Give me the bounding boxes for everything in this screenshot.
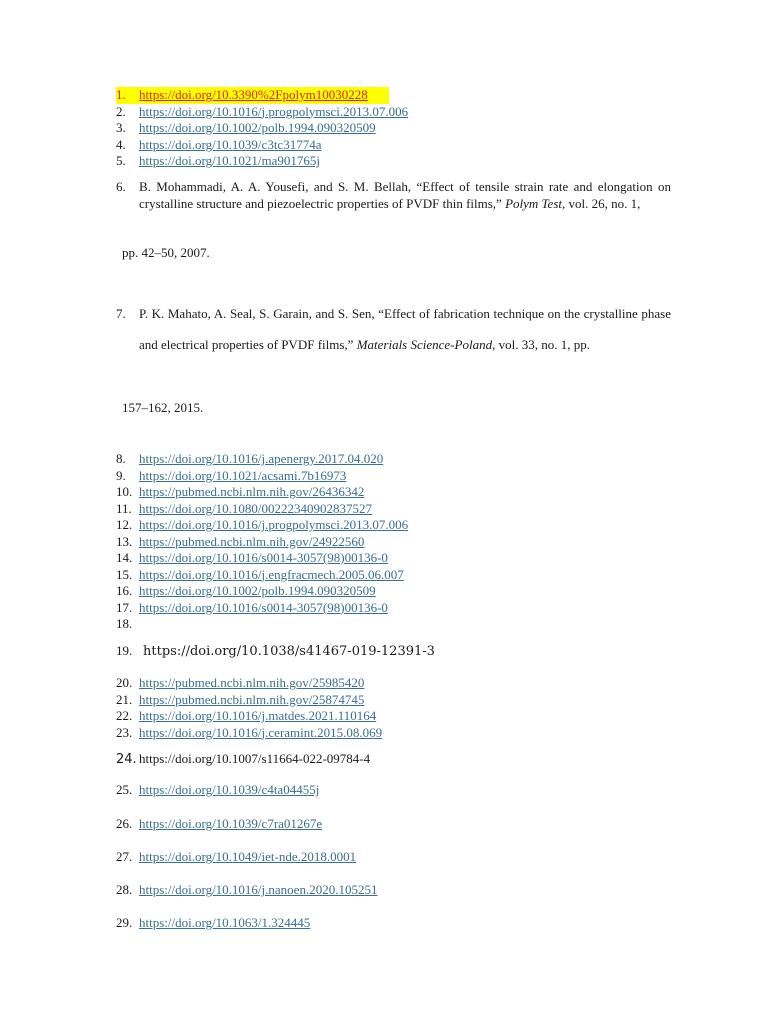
reference-link[interactable]: https://pubmed.ncbi.nlm.nih.gov/25874745 — [139, 691, 365, 707]
reference-item — [116, 137, 671, 154]
reference-journal: Polym Test — [505, 195, 563, 211]
reference-number: 27. — [116, 849, 133, 864]
reference-item — [116, 816, 671, 833]
reference-link[interactable]: https://doi.org/10.3390%2Fpolym10030228 — [139, 87, 368, 102]
reference-link[interactable]: https://doi.org/10.1016/j.nanoen.2020.105251 — [139, 882, 378, 897]
reference-link[interactable]: https://pubmed.ncbi.nlm.nih.gov/24922560 — [139, 533, 365, 549]
reference-item — [116, 782, 671, 799]
reference-number: 4. — [116, 136, 126, 152]
reference-number: 14. — [116, 550, 133, 565]
reference-link[interactable]: https://doi.org/10.1016/s0014-3057(98)00136-0 — [139, 550, 388, 565]
reference-number: 11. — [116, 500, 132, 516]
reference-link[interactable]: https://doi.org/10.1016/j.ceramint.2015.08.069 — [139, 724, 383, 740]
reference-item — [116, 882, 671, 899]
reference-number: 3. — [116, 120, 126, 135]
reference-item — [116, 298, 671, 360]
reference-link[interactable]: https://doi.org/10.1021/ma901765j — [139, 153, 321, 168]
reference-number: 20. — [116, 675, 133, 690]
reference-link[interactable]: https://doi.org/10.1016/j.apenergy.2017.04.020 — [139, 451, 384, 466]
reference-number: 24. — [116, 752, 137, 767]
reference-link[interactable]: https://pubmed.ncbi.nlm.nih.gov/25985420 — [139, 675, 365, 690]
reference-authors-title: P. K. Mahato, A. Seal, S. Garain, and S. Sen, “Effect of fabrication technique on the crystalline phase and electrical properties of PVDF films,” — [139, 306, 671, 352]
reference-item — [116, 534, 671, 551]
reference-number: 9. — [116, 467, 126, 483]
reference-item — [116, 915, 671, 932]
reference-item — [116, 153, 671, 170]
reference-item — [116, 675, 671, 692]
reference-number: 18. — [116, 616, 133, 631]
reference-item — [116, 567, 671, 584]
reference-link[interactable]: https://doi.org/10.1021/acsami.7b16973 — [139, 467, 347, 483]
reference-continuation: pp. 42–50, 2007. — [122, 245, 210, 260]
reference-authors-title: B. Mohammadi, A. A. Yousefi, and S. M. Bellah, “Effect of tensile strain rate and elongation on crystalline structure and piezoelectric properties of PVDF thin films,” — [139, 179, 671, 211]
reference-link[interactable]: https://doi.org/10.1039/c3tc31774a — [139, 136, 322, 152]
reference-text: https://doi.org/10.1007/s11664-022-09784-4 — [139, 751, 371, 766]
reference-link[interactable]: https://doi.org/10.1016/j.progpolymsci.2013.07.006 — [139, 517, 409, 532]
reference-number: 23. — [116, 724, 133, 740]
reference-item — [116, 104, 671, 121]
reference-number: 6. — [116, 179, 126, 194]
reference-number: 5. — [116, 153, 126, 168]
reference-link[interactable]: https://doi.org/10.1002/polb.1994.090320509 — [139, 120, 376, 135]
reference-number: 25. — [116, 782, 133, 797]
reference-item — [116, 484, 671, 501]
reference-link[interactable]: https://doi.org/10.1049/iet-nde.2018.0001 — [139, 849, 357, 864]
reference-link[interactable]: https://doi.org/10.1016/j.progpolymsci.2013.07.006 — [139, 103, 409, 119]
reference-item — [116, 583, 671, 600]
reference-item — [116, 468, 671, 485]
reference-text — [139, 179, 671, 212]
reference-volume: , vol. 26, no. 1, — [562, 195, 641, 211]
reference-item — [116, 550, 671, 567]
reference-number: 28. — [116, 882, 133, 897]
reference-item — [116, 751, 671, 769]
reference-item — [116, 725, 671, 742]
reference-continuation: 157–162, 2015. — [122, 400, 204, 415]
reference-item — [116, 600, 671, 617]
reference-number: 16. — [116, 583, 133, 598]
reference-item — [116, 179, 671, 212]
reference-link[interactable]: https://doi.org/10.1039/c4ta04455j — [139, 782, 320, 797]
reference-item — [116, 692, 671, 709]
reference-link[interactable]: https://doi.org/10.1063/1.324445 — [139, 915, 311, 930]
reference-item — [116, 643, 671, 661]
reference-link[interactable]: https://doi.org/10.1039/c7ra01267e — [139, 815, 323, 831]
reference-item — [116, 708, 671, 725]
reference-link[interactable]: https://doi.org/10.1080/00222340902837527 — [139, 500, 373, 516]
reference-number: 17. — [116, 599, 133, 615]
reference-number: 8. — [116, 451, 126, 466]
reference-number: 29. — [116, 915, 133, 930]
reference-number: 21. — [116, 691, 133, 707]
reference-volume: , vol. 33, no. 1, pp. — [492, 337, 590, 352]
reference-item — [116, 87, 389, 104]
reference-item — [116, 501, 671, 518]
reference-link[interactable]: https://doi.org/10.1016/s0014-3057(98)00136-0 — [139, 599, 388, 615]
reference-number: 13. — [116, 533, 133, 549]
reference-link[interactable]: https://doi.org/10.1016/j.engfracmech.2005.06.007 — [139, 566, 404, 582]
reference-text: https://doi.org/10.1038/s41467-019-12391-3 — [143, 644, 435, 659]
reference-link[interactable]: https://doi.org/10.1016/j.matdes.2021.110164 — [139, 708, 377, 723]
reference-number: 12. — [116, 517, 133, 532]
reference-item — [116, 517, 671, 534]
reference-journal: Materials Science-Poland — [356, 337, 493, 352]
reference-number: 7. — [116, 306, 126, 321]
reference-item — [116, 451, 671, 468]
reference-item — [116, 120, 671, 137]
reference-item — [116, 849, 671, 866]
reference-number: 15. — [116, 566, 133, 582]
reference-number: 10. — [116, 484, 133, 499]
reference-text — [139, 298, 671, 360]
reference-number: 26. — [116, 815, 133, 831]
reference-number: 19. — [116, 643, 133, 658]
reference-number: 2. — [116, 103, 126, 119]
reference-number: 1. — [116, 87, 126, 102]
reference-item — [116, 616, 671, 633]
reference-number: 22. — [116, 708, 133, 723]
reference-link[interactable]: https://doi.org/10.1002/polb.1994.090320509 — [139, 583, 376, 598]
reference-link[interactable]: https://pubmed.ncbi.nlm.nih.gov/26436342 — [139, 484, 365, 499]
